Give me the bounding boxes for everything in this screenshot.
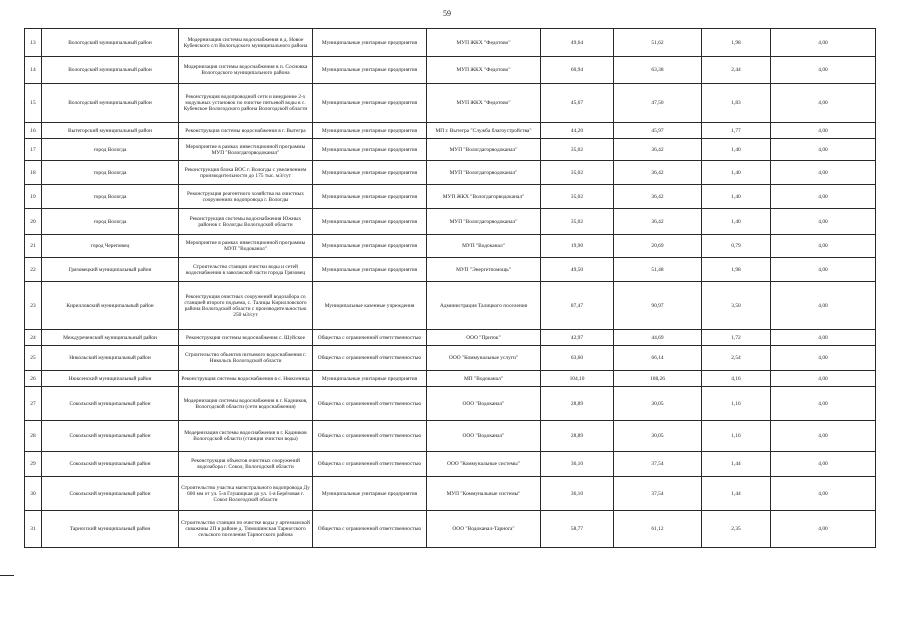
organization-cell: ООО "Коммунальные услуги" <box>427 346 541 371</box>
project-cell: Модернизация системы водоснабжения в г. Кадников, Вологодской области (сети водоснабжения) <box>179 387 313 421</box>
value-1-cell: 104,10 <box>541 371 614 387</box>
project-cell: Модернизация системы водоснабжения в п. Сосновка Вологодского муниципального района <box>179 57 313 84</box>
project-cell: Мероприятие в рамках инвестиционной программы МУП "Вологдагорводоканал" <box>179 139 313 161</box>
value-4-cell: 4,00 <box>771 387 876 421</box>
value-1-cell: 35,02 <box>541 139 614 161</box>
data-table <box>24 28 876 548</box>
organization-cell: Администрация Талицкого поселения <box>427 282 541 330</box>
project-cell: Реконструкция водопроводной сети и внедрение 2-х модульных установок по очистке питьевой воды в с. Кубенское Вологодского района Вологодской области <box>179 84 313 123</box>
row-number: 19 <box>25 185 42 209</box>
district-cell: Тарногский муниципальный район <box>42 511 179 548</box>
org-type-cell: Муниципальные унитарные предприятия <box>313 123 427 139</box>
project-cell: Реконструкция объектов очистных сооружений водозабора г. Сокол, Вологодской области <box>179 452 313 477</box>
org-type-cell: Общества с ограниченной ответственностью <box>313 511 427 548</box>
district-cell: Междуреченский муниципальный район <box>42 330 179 346</box>
org-type-cell: Муниципальные унитарные предприятия <box>313 29 427 57</box>
value-1-cell: 87,47 <box>541 282 614 330</box>
value-4-cell: 4,00 <box>771 282 876 330</box>
value-2-cell: 36,42 <box>614 209 702 235</box>
district-cell: Вологодский муниципальный район <box>42 29 179 57</box>
value-2-cell: 66,14 <box>614 346 702 371</box>
table-row <box>25 123 876 139</box>
value-1-cell: 49,64 <box>541 29 614 57</box>
value-3-cell: 3,50 <box>702 282 771 330</box>
organization-cell: МУП ЖКХ "Вологдагорводоканал" <box>427 185 541 209</box>
org-type-cell: Общества с ограниченной ответственностью <box>313 452 427 477</box>
district-cell: Грязовецкий муниципальный район <box>42 258 179 282</box>
value-3-cell: 1,16 <box>702 387 771 421</box>
district-cell: Вологодский муниципальный район <box>42 84 179 123</box>
row-number: 16 <box>25 123 42 139</box>
value-1-cell: 28,89 <box>541 421 614 452</box>
org-type-cell: Общества с ограниченной ответственностью <box>313 387 427 421</box>
row-number: 15 <box>25 84 42 123</box>
value-2-cell: 108,26 <box>614 371 702 387</box>
org-type-cell: Общества с ограниченной ответственностью <box>313 330 427 346</box>
value-1-cell: 58,77 <box>541 511 614 548</box>
table-row <box>25 346 876 371</box>
value-2-cell: 61,12 <box>614 511 702 548</box>
table-row <box>25 84 876 123</box>
value-2-cell: 37,54 <box>614 452 702 477</box>
value-4-cell: 4,00 <box>771 139 876 161</box>
value-2-cell: 20,69 <box>614 235 702 258</box>
value-3-cell: 1,83 <box>702 84 771 123</box>
value-3-cell: 2,44 <box>702 57 771 84</box>
value-4-cell: 4,00 <box>771 209 876 235</box>
table-body <box>25 29 876 548</box>
org-type-cell: Общества с ограниченной ответственностью <box>313 421 427 452</box>
district-cell: город Вологда <box>42 209 179 235</box>
org-type-cell: Муниципальные унитарные предприятия <box>313 185 427 209</box>
org-type-cell: Муниципальные унитарные предприятия <box>313 371 427 387</box>
org-type-cell: Муниципальные унитарные предприятия <box>313 139 427 161</box>
project-cell: Мероприятие в рамках инвестиционной программы МУП "Водоканал" <box>179 235 313 258</box>
org-type-cell: Общества с ограниченной ответственностью <box>313 346 427 371</box>
value-2-cell: 44,69 <box>614 330 702 346</box>
district-cell: город Вологда <box>42 161 179 185</box>
value-1-cell: 35,02 <box>541 161 614 185</box>
project-cell: Реконструкция системы водоснабжения в г. Вытегра <box>179 123 313 139</box>
org-type-cell: Муниципальные унитарные предприятия <box>313 258 427 282</box>
table-row <box>25 477 876 511</box>
district-cell: Сокольский муниципальный район <box>42 477 179 511</box>
value-3-cell: 1,40 <box>702 185 771 209</box>
org-type-cell: Муниципальные унитарные предприятия <box>313 57 427 84</box>
district-cell: Кирилловский муниципальный район <box>42 282 179 330</box>
table-row <box>25 421 876 452</box>
project-cell: Строительство объектов питьевого водоснабжения г. Никольск Вологодской области <box>179 346 313 371</box>
value-1-cell: 44,20 <box>541 123 614 139</box>
row-number: 29 <box>25 452 42 477</box>
org-type-cell: Муниципальные унитарные предприятия <box>313 477 427 511</box>
value-3-cell: 2,54 <box>702 346 771 371</box>
organization-cell: МУП "Вологдагорводоканал" <box>427 209 541 235</box>
value-1-cell: 60,94 <box>541 57 614 84</box>
value-3-cell: 1,44 <box>702 477 771 511</box>
district-cell: Никольский муниципальный район <box>42 346 179 371</box>
value-3-cell: 2,35 <box>702 511 771 548</box>
organization-cell: МУП ЖКХ "Федотово" <box>427 84 541 123</box>
district-cell: Сокольский муниципальный район <box>42 421 179 452</box>
row-number: 27 <box>25 387 42 421</box>
project-cell: Реконструкция блока ВОС г. Вологды с увеличением производительности до 175 тыс. м3/сут <box>179 161 313 185</box>
value-1-cell: 19,90 <box>541 235 614 258</box>
table-row <box>25 387 876 421</box>
district-cell: город Вологда <box>42 185 179 209</box>
value-3-cell: 1,44 <box>702 452 771 477</box>
organization-cell: МУП ЖКХ "Федотово" <box>427 57 541 84</box>
organization-cell: МП "Водоканал" <box>427 371 541 387</box>
table-row <box>25 29 876 57</box>
value-2-cell: 36,42 <box>614 161 702 185</box>
value-4-cell: 4,00 <box>771 511 876 548</box>
value-3-cell: 1,16 <box>702 421 771 452</box>
district-cell: Сокольский муниципальный район <box>42 387 179 421</box>
table-row <box>25 511 876 548</box>
org-type-cell: Муниципальные унитарные предприятия <box>313 161 427 185</box>
row-number: 30 <box>25 477 42 511</box>
table-row <box>25 452 876 477</box>
value-3-cell: 4,16 <box>702 371 771 387</box>
table-row <box>25 330 876 346</box>
value-2-cell: 45,97 <box>614 123 702 139</box>
value-1-cell: 42,97 <box>541 330 614 346</box>
value-1-cell: 36,10 <box>541 452 614 477</box>
table-row <box>25 209 876 235</box>
value-2-cell: 30,05 <box>614 387 702 421</box>
district-cell: город Вологда <box>42 139 179 161</box>
value-4-cell: 4,00 <box>771 161 876 185</box>
value-4-cell: 4,00 <box>771 235 876 258</box>
project-cell: Реконструкция системы водоснабжения Южных районов г. Вологды Вологодской области <box>179 209 313 235</box>
organization-cell: МУП "Вологдагорводоканал" <box>427 139 541 161</box>
value-2-cell: 90,97 <box>614 282 702 330</box>
project-cell: Строительство станции по очистке воды у артезианской скважины 2П в районе д. Тимошинская Тарногского сельского поселения Тарногского района <box>179 511 313 548</box>
district-cell: Нюксенский муниципальный район <box>42 371 179 387</box>
project-cell: Реконструкция системы водоснабжения с. Шуйское <box>179 330 313 346</box>
row-number: 26 <box>25 371 42 387</box>
value-1-cell: 63,60 <box>541 346 614 371</box>
table-row <box>25 371 876 387</box>
organization-cell: МУП "Коммунальные системы" <box>427 477 541 511</box>
row-number: 14 <box>25 57 42 84</box>
organization-cell: МУП "Водоканал" <box>427 235 541 258</box>
value-2-cell: 51,62 <box>614 29 702 57</box>
value-1-cell: 49,50 <box>541 258 614 282</box>
value-2-cell: 36,42 <box>614 139 702 161</box>
table-row <box>25 185 876 209</box>
project-cell: Модернизация системы водоснабжения в д. Новое Кубенского с/п Вологодского муниципального района <box>179 29 313 57</box>
value-4-cell: 4,00 <box>771 84 876 123</box>
value-4-cell: 4,00 <box>771 330 876 346</box>
value-3-cell: 1,72 <box>702 330 771 346</box>
organization-cell: МП г. Вытегра "Служба благоустройства" <box>427 123 541 139</box>
value-4-cell: 4,00 <box>771 258 876 282</box>
org-type-cell: Муниципальные казенные учреждения <box>313 282 427 330</box>
value-3-cell: 1,40 <box>702 209 771 235</box>
value-1-cell: 28,89 <box>541 387 614 421</box>
value-3-cell: 1,98 <box>702 258 771 282</box>
row-number: 17 <box>25 139 42 161</box>
value-3-cell: 1,40 <box>702 139 771 161</box>
district-cell: Вытегорский муниципальный район <box>42 123 179 139</box>
table-row <box>25 258 876 282</box>
table-row <box>25 57 876 84</box>
row-number: 18 <box>25 161 42 185</box>
table-row <box>25 235 876 258</box>
value-4-cell: 4,00 <box>771 421 876 452</box>
project-cell: Строительство станции очистки воды и сетей водоснабжения в заволжской части города Грязовец <box>179 258 313 282</box>
org-type-cell: Муниципальные унитарные предприятия <box>313 84 427 123</box>
table-row <box>25 161 876 185</box>
value-2-cell: 63,38 <box>614 57 702 84</box>
page-number: 59 <box>443 9 451 18</box>
value-1-cell: 35,02 <box>541 185 614 209</box>
organization-cell: ООО "Приток" <box>427 330 541 346</box>
table-row <box>25 139 876 161</box>
organization-cell: МУП "Энергетпомощь" <box>427 258 541 282</box>
value-3-cell: 1,77 <box>702 123 771 139</box>
district-cell: Вологодский муниципальный район <box>42 57 179 84</box>
project-cell: Реконструкция реагентного хозяйства на очистных сооружениях водопровода г. Вологды <box>179 185 313 209</box>
row-number: 21 <box>25 235 42 258</box>
value-4-cell: 4,00 <box>771 346 876 371</box>
value-4-cell: 4,00 <box>771 57 876 84</box>
value-3-cell: 1,40 <box>702 161 771 185</box>
organization-cell: ООО "Водоканал" <box>427 421 541 452</box>
org-type-cell: Муниципальные унитарные предприятия <box>313 235 427 258</box>
organization-cell: ООО "Водоканал" <box>427 387 541 421</box>
organization-cell: МУП ЖКХ "Федотово" <box>427 29 541 57</box>
value-1-cell: 35,02 <box>541 209 614 235</box>
value-3-cell: 1,98 <box>702 29 771 57</box>
organization-cell: ООО "Водоканал-Тарнога" <box>427 511 541 548</box>
org-type-cell: Муниципальные унитарные предприятия <box>313 209 427 235</box>
project-cell: Строительство участка магистрального водопровода Ду 600 мм от ул. 5-я Глушицкая до ул. 1-я Берёзовая г. Сокол Вологодской области <box>179 477 313 511</box>
project-cell: Модернизация системы водоснабжения в г. Кадников Вологодской области (станция очистки воды) <box>179 421 313 452</box>
value-4-cell: 4,00 <box>771 29 876 57</box>
organization-cell: МУП "Вологдагорводоканал" <box>427 161 541 185</box>
value-2-cell: 47,50 <box>614 84 702 123</box>
value-4-cell: 4,00 <box>771 452 876 477</box>
value-2-cell: 36,42 <box>614 185 702 209</box>
value-2-cell: 30,05 <box>614 421 702 452</box>
table-row <box>25 282 876 330</box>
value-1-cell: 45,67 <box>541 84 614 123</box>
value-4-cell: 4,00 <box>771 477 876 511</box>
value-4-cell: 4,00 <box>771 371 876 387</box>
project-cell: Реконструкция системы водоснабжения в с. Нюксеница <box>179 371 313 387</box>
row-number: 25 <box>25 346 42 371</box>
row-number: 20 <box>25 209 42 235</box>
project-cell: Реконструкция очистных сооружений водозабора со станцией второго подъема, с. Талицы Кирилловского района Вологодской области с производительностью 250 м3/сут <box>179 282 313 330</box>
value-3-cell: 0,79 <box>702 235 771 258</box>
value-4-cell: 4,00 <box>771 185 876 209</box>
value-2-cell: 51,48 <box>614 258 702 282</box>
row-number: 24 <box>25 330 42 346</box>
district-cell: Сокольский муниципальный район <box>42 452 179 477</box>
organization-cell: ООО "Коммунальные системы" <box>427 452 541 477</box>
district-cell: город Череповец <box>42 235 179 258</box>
value-2-cell: 37,54 <box>614 477 702 511</box>
margin-mark <box>0 575 14 576</box>
row-number: 28 <box>25 421 42 452</box>
row-number: 22 <box>25 258 42 282</box>
row-number: 31 <box>25 511 42 548</box>
row-number: 23 <box>25 282 42 330</box>
value-4-cell: 4,00 <box>771 123 876 139</box>
row-number: 13 <box>25 29 42 57</box>
value-1-cell: 36,10 <box>541 477 614 511</box>
